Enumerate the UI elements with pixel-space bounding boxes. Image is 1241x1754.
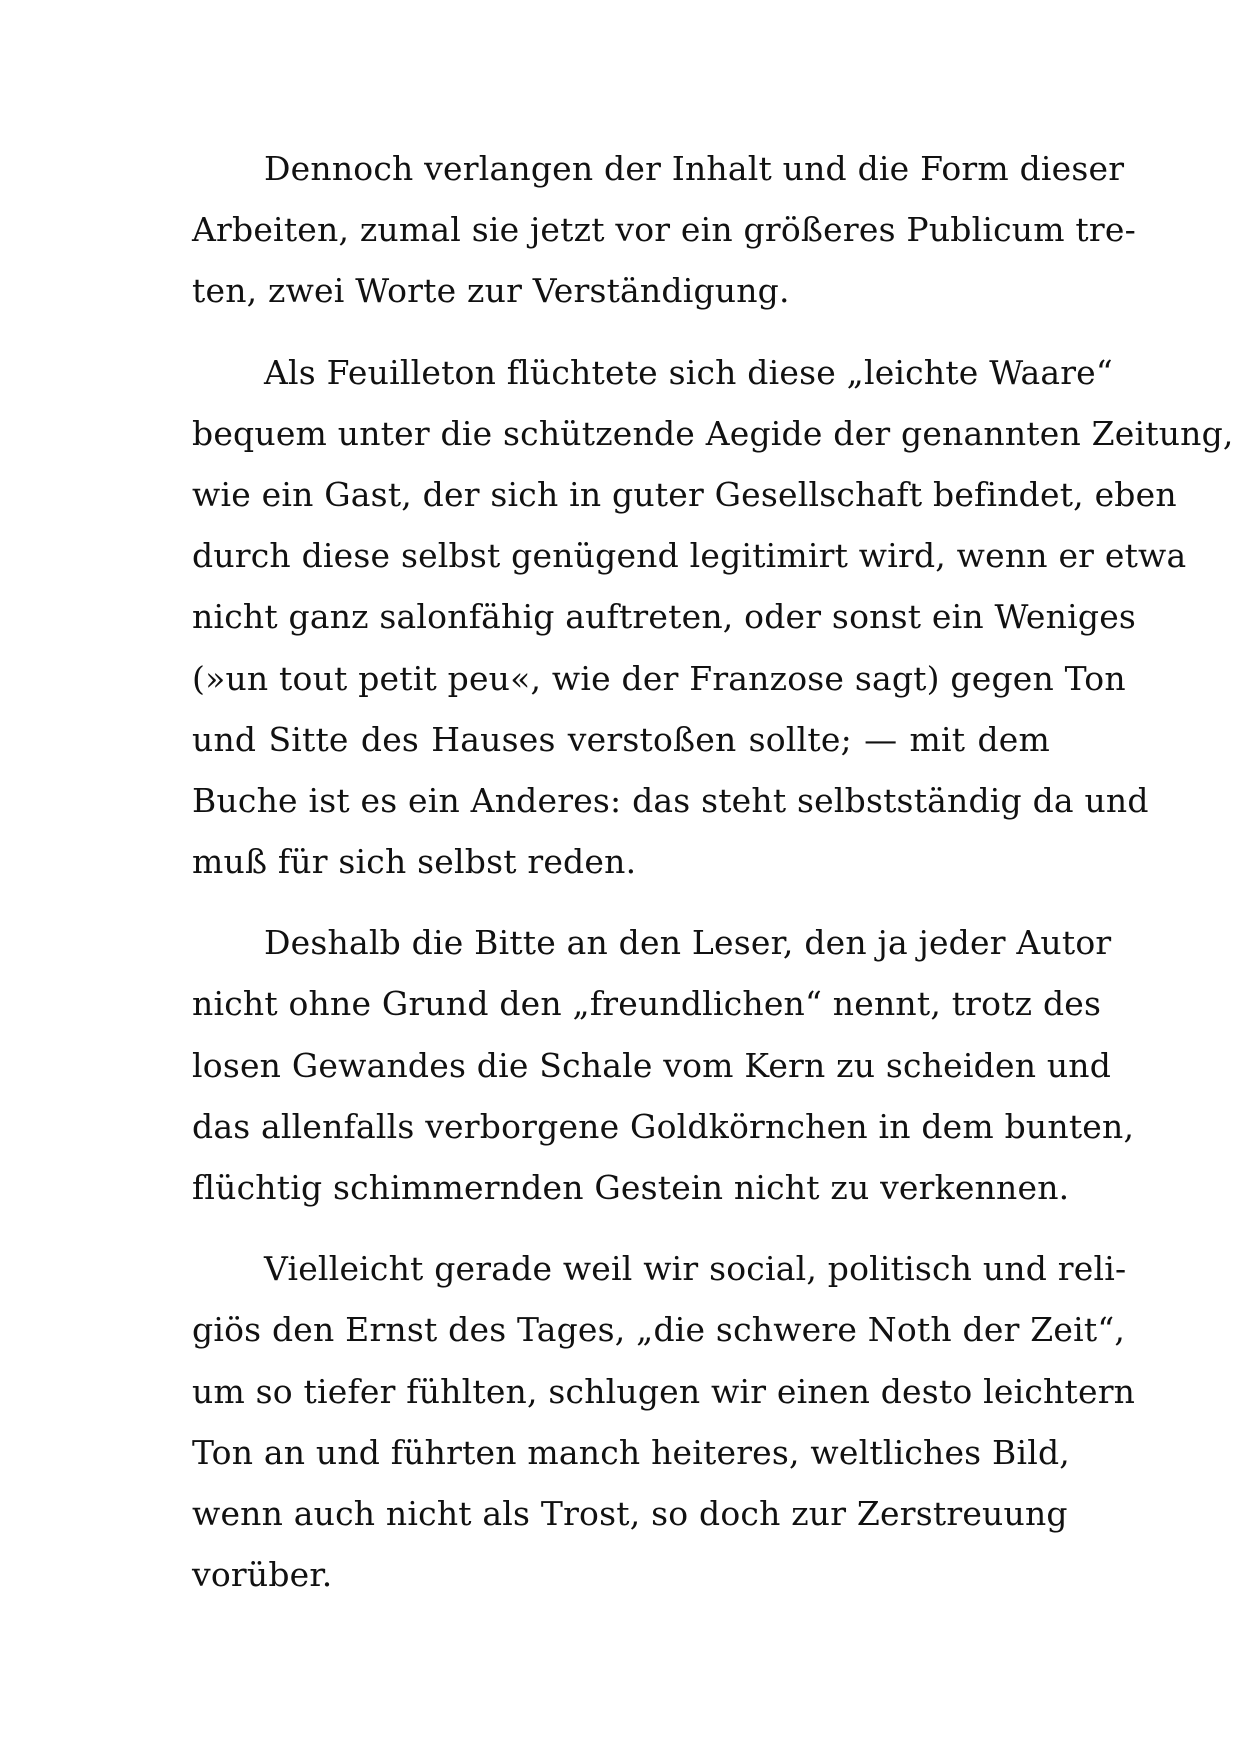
text-line: durch diese selbst genügend legitimirt wird, wenn er etwa — [192, 536, 1187, 576]
text-line: Deshalb die Bitte an den Leser, den ja jeder Autor — [264, 923, 1112, 963]
text-line: wenn auch nicht als Trost, so doch zur Zerstreuung — [192, 1493, 1068, 1533]
text-line: Dennoch verlangen der Inhalt und die Form dieser — [264, 149, 1125, 188]
text-line: Vielleicht gerade weil wir social, politisch und reli- — [264, 1249, 1127, 1289]
text-line: um so tiefer fühlten, schlugen wir einen desto leichtern — [192, 1371, 1136, 1411]
text-line: ten, zwei Worte zur Verständigung. — [192, 271, 790, 311]
text-line: Buche ist es ein Anderes: das steht selbstständig da und — [192, 780, 1149, 820]
body-text — [192, 138, 1234, 1625]
text-line: (»un tout petit peu«, wie der Franzose sagt) gegen Ton — [192, 658, 1126, 698]
text-line: nicht ohne Grund den „freundlichen“ nennt, trotz des — [192, 984, 1102, 1024]
text-line: nicht ganz salonfähig auftreten, oder sonst ein Weniges — [192, 597, 1137, 637]
text-line: das allenfalls verborgene Goldkörnchen in dem bunten, — [192, 1106, 1135, 1146]
text-line: Als Feuilleton flüchtete sich diese „leichte Waare“ — [264, 352, 1113, 392]
paragraph-1 — [192, 138, 1136, 322]
paragraph-2 — [192, 342, 1234, 893]
text-line: wie ein Gast, der sich in guter Gesellschaft befindet, eben — [192, 474, 1177, 514]
paragraph-4 — [192, 1238, 1136, 1605]
text-line: giös den Ernst des Tages, „die schwere Noth der Zeit“, — [192, 1310, 1126, 1350]
text-line: Arbeiten, zumal sie jetzt vor ein größeres Publicum tre- — [192, 210, 1136, 250]
text-line: vorüber. — [192, 1555, 333, 1595]
text-line: flüchtig schimmernden Gestein nicht zu verkennen. — [192, 1168, 1070, 1207]
text-line: muß für sich selbst reden. — [192, 842, 637, 882]
text-line: bequem unter die schützende Aegide der genannten Zeitung, — [192, 413, 1234, 453]
text-line: Ton an und führten manch heiteres, weltliches Bild, — [192, 1432, 1070, 1472]
text-line: und Sitte des Hauses verstoßen sollte; — mit dem — [192, 719, 1050, 759]
text-line: losen Gewandes die Schale vom Kern zu scheiden und — [192, 1045, 1112, 1085]
paragraph-3 — [192, 912, 1135, 1218]
